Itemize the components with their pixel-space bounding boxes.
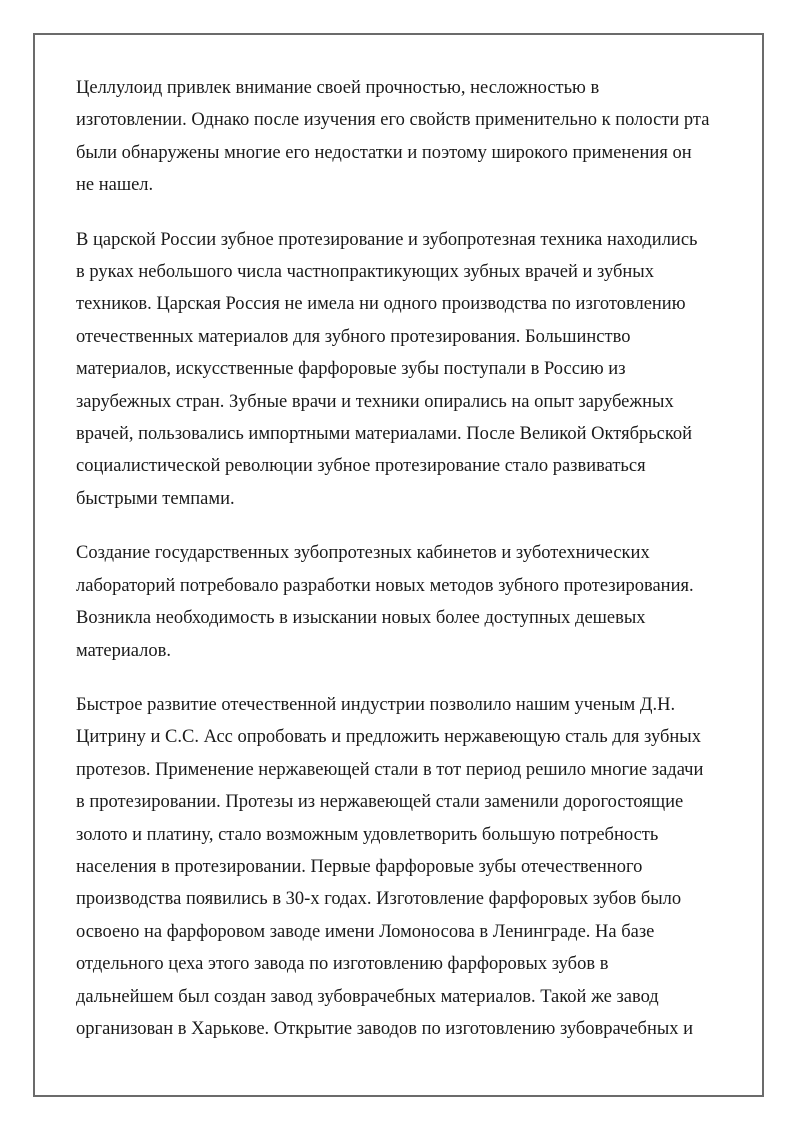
text-line: Цитрину и С.С. Асс опробовать и предложить нержавеющую сталь для зубных bbox=[76, 727, 701, 748]
text-line: изготовлении. Однако после изучения его свойств применительно к полости рта bbox=[76, 110, 710, 131]
text-line: социалистической революции зубное протезирование стало развиваться bbox=[76, 456, 646, 477]
text-line: Быстрое развитие отечественной индустрии позволило нашим ученым Д.Н. bbox=[76, 694, 676, 715]
text-line: не нашел. bbox=[76, 175, 154, 196]
text-line: врачей, пользовались импортными материалами. После Великой Октябрьской bbox=[76, 424, 693, 445]
paragraph-4 bbox=[76, 689, 736, 1045]
text-line: протезов. Применение нержавеющей стали в тот период решило многие задачи bbox=[76, 759, 704, 780]
text-line: материалов. bbox=[76, 640, 171, 661]
text-line: В царской России зубное протезирование и зубопротезная техника находились bbox=[76, 229, 698, 250]
text-line: Целлулоид привлек внимание своей прочностью, несложностью в bbox=[76, 78, 600, 98]
text-line: зарубежных стран. Зубные врачи и техники опирались на опыт зарубежных bbox=[76, 391, 674, 412]
text-line: Создание государственных зубопротезных кабинетов и зуботехнических bbox=[76, 543, 650, 564]
text-line: Возникла необходимость в изыскании новых более доступных дешевых bbox=[76, 608, 646, 629]
text-line: организован в Харькове. Открытие заводов по изготовлению зубоврачебных и bbox=[76, 1018, 694, 1039]
text-line: быстрыми темпами. bbox=[76, 488, 235, 509]
text-line: в протезировании. Протезы из нержавеющей стали заменили дорогостоящие bbox=[76, 792, 684, 813]
text-line: дальнейшем был создан завод зубоврачебных материалов. Такой же завод bbox=[76, 986, 659, 1007]
text-line: населения в протезировании. Первые фарфоровые зубы отечественного bbox=[76, 856, 643, 877]
text-line: лабораторий потребовало разработки новых методов зубного протезирования. bbox=[76, 575, 694, 596]
text-line: освоено на фарфоровом заводе имени Ломоносова в Ленинграде. На базе bbox=[76, 921, 655, 942]
paragraph-3 bbox=[76, 537, 736, 667]
text-line: были обнаружены многие его недостатки и поэтому широкого применения он bbox=[76, 142, 692, 163]
text-line: отдельного цеха этого завода по изготовлению фарфоровых зубов в bbox=[76, 954, 609, 975]
paragraph-1 bbox=[76, 72, 736, 202]
text-line: отечественных материалов для зубного протезирования. Большинство bbox=[76, 326, 631, 347]
paragraph-2 bbox=[76, 224, 736, 516]
text-line: золото и платину, стало возможным удовлетворить большую потребность bbox=[76, 824, 659, 845]
text-line: материалов, искусственные фарфоровые зубы поступали в Россию из bbox=[76, 359, 626, 380]
text-line: производства появились в 30-х годах. Изготовление фарфоровых зубов было bbox=[76, 889, 682, 910]
text-line: техников. Царская Россия не имела ни одного производства по изготовлению bbox=[76, 294, 686, 315]
text-line: в руках небольшого числа частнопрактикующих зубных врачей и зубных bbox=[76, 262, 654, 283]
document-body bbox=[76, 72, 736, 1067]
